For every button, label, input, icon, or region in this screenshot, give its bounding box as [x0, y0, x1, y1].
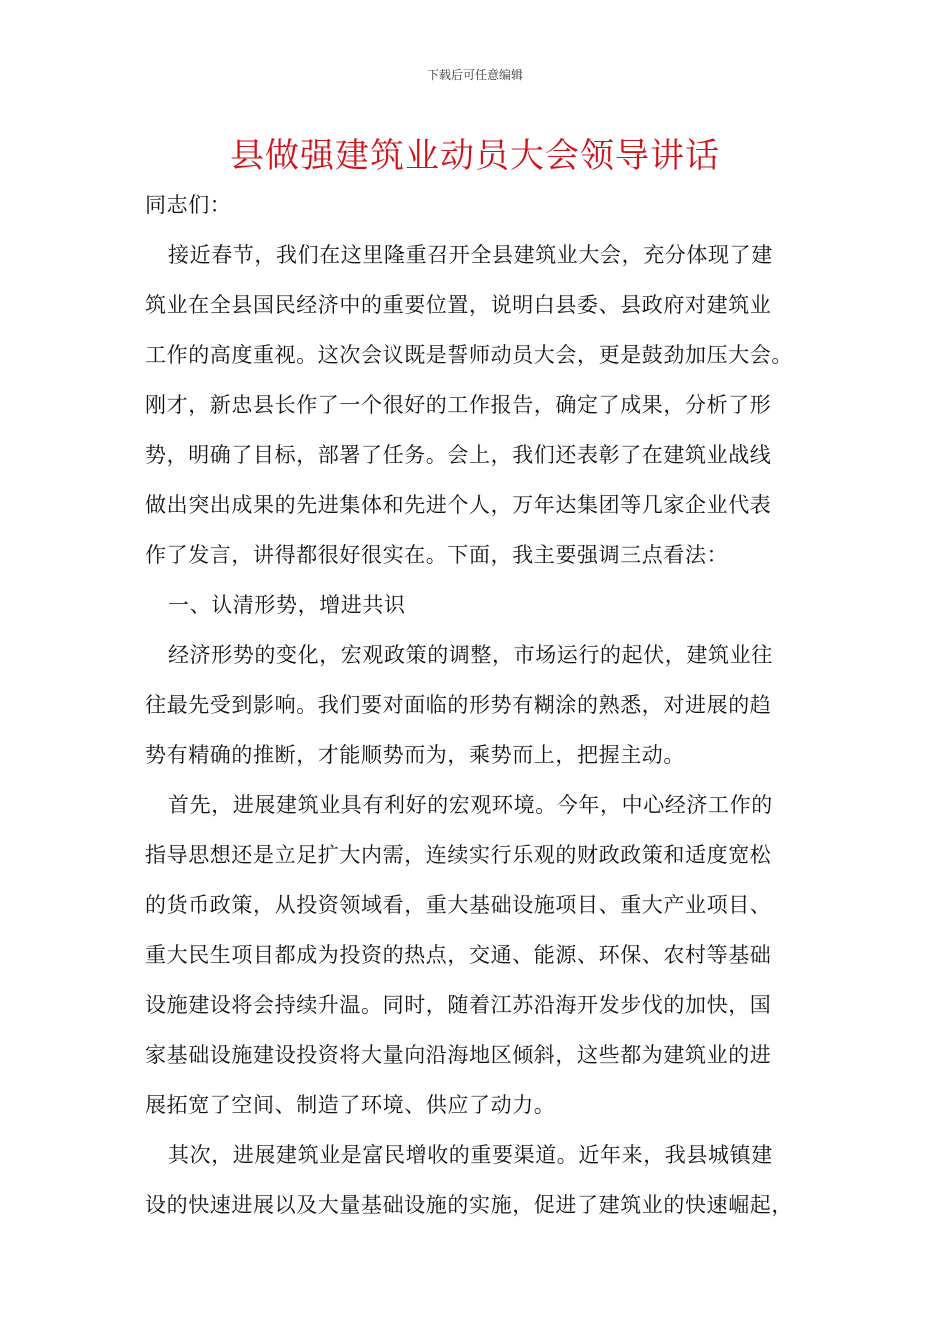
body-line: 势有精确的推断，才能顺势而为，乘势而上，把握主动。 — [145, 743, 685, 767]
body-line: 展拓宽了空间、制造了环境、供应了动力。 — [145, 1093, 556, 1117]
body-text — [145, 180, 825, 1230]
header-note: 下载后可任意编辑 — [426, 68, 523, 82]
body-line: 同志们： — [145, 193, 232, 217]
body-line: 重大民生项目都成为投资的热点，交通、能源、环保、农村等基础 — [145, 943, 772, 967]
document-title: 县做强建筑业动员大会领导讲话 — [230, 136, 720, 176]
body-line: 往最先受到影响。我们要对面临的形势有糊涂的熟悉，对进展的趋 — [145, 693, 772, 717]
body-line: 做出突出成果的先进集体和先进个人，万年达集团等几家企业代表 — [145, 493, 772, 517]
body-line: 工作的高度重视。这次会议既是誓师动员大会，更是鼓劲加压大会。 — [145, 343, 793, 367]
body-line: 的货币政策，从投资领域看，重大基础设施项目、重大产业项目、 — [145, 893, 772, 917]
body-line: 筑业在全县国民经济中的重要位置，说明白县委、县政府对建筑业 — [145, 293, 772, 317]
body-line: 设的快速进展以及大量基础设施的实施，促进了建筑业的快速崛起， — [145, 1193, 793, 1217]
body-line: 经济形势的变化，宏观政策的调整，市场运行的起伏，建筑业往 — [168, 643, 773, 667]
body-line: 势，明确了目标，部署了任务。会上，我们还表彰了在建筑业战线 — [145, 443, 772, 467]
body-line: 其次，进展建筑业是富民增收的重要渠道。近年来，我县城镇建 — [168, 1143, 773, 1167]
body-line: 设施建设将会持续升温。同时，随着江苏沿海开发步伐的加快，国 — [145, 993, 772, 1017]
body-line: 刚才，新忠县长作了一个很好的工作报告，确定了成果，分析了形 — [145, 393, 772, 417]
body-line: 首先，进展建筑业具有利好的宏观环境。今年，中心经济工作的 — [168, 793, 773, 817]
body-line: 接近春节，我们在这里隆重召开全县建筑业大会，充分体现了建 — [168, 243, 773, 267]
body-line: 指导思想还是立足扩大内需，连续实行乐观的财政政策和适度宽松 — [145, 843, 772, 867]
body-line: 家基础设施建设投资将大量向沿海地区倾斜，这些都为建筑业的进 — [145, 1043, 772, 1067]
body-line: 一、认清形势，增进共识 — [168, 593, 406, 617]
body-line: 作了发言，讲得都很好很实在。下面，我主要强调三点看法： — [145, 543, 729, 567]
